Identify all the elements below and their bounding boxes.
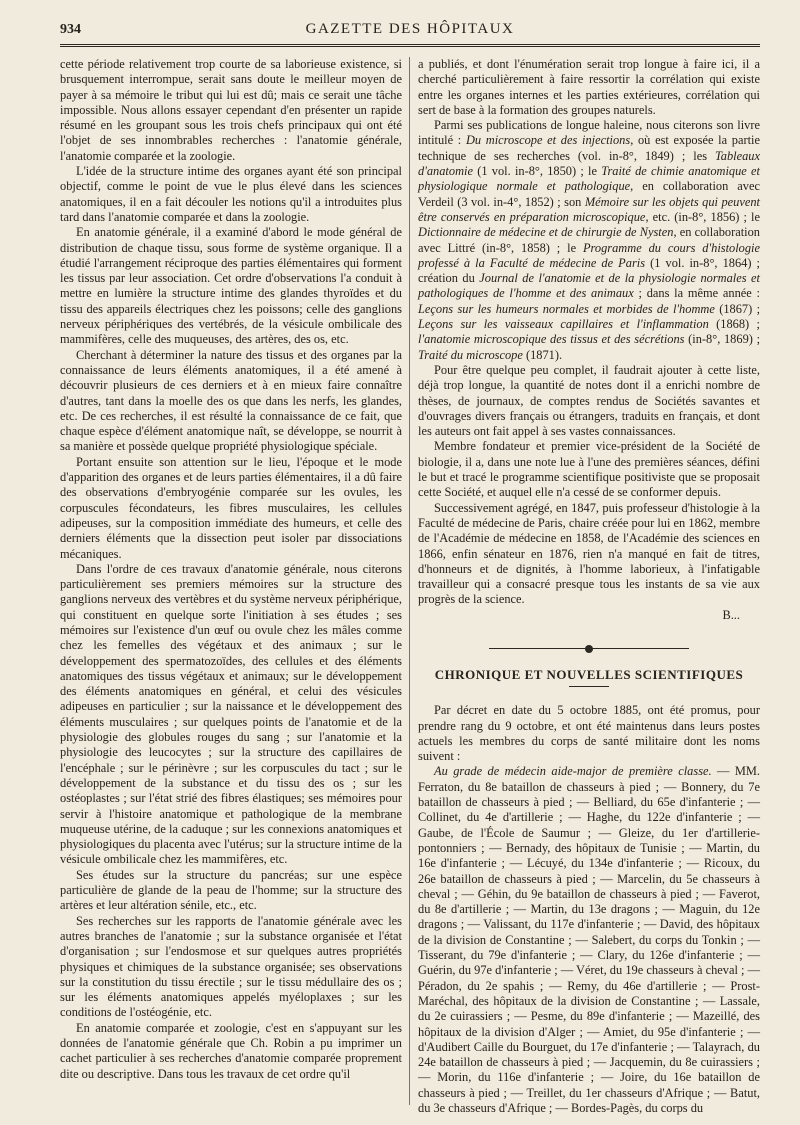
section-ornament — [489, 645, 689, 653]
left-column — [60, 57, 402, 1082]
paragraph: L'idée de la structure intime des organes ayant été son principal objectif, comme le point de vue le plus élevé dans les sciences anatomiques, il en a fait découler les notions qu'il a introduites plus tard dans l'anatomie comparée et dans la zoologie. — [60, 164, 402, 224]
paragraph: En anatomie générale, il a examiné d'abord le mode général de distribution de chaque tissu, sous forme de système organique. Il a étudié l'arrangement réciproque des parties élémentaires qui forment les tissus par leur association. Cet ordre d'observations l'a conduit à mettre en lumière la structure intime des glandes thyroïdes et du tissu des appareils électriques chez les poissons; celle des ganglions nerveux périphériques des vertébrés, de la vésicule ombilicale des mammifères, celle des muqueuses, des artères, des os, etc. — [60, 225, 402, 347]
header-rule — [60, 44, 760, 47]
page-header — [60, 18, 760, 40]
section-rule — [569, 686, 609, 687]
page-number: 934 — [60, 22, 81, 37]
paragraph: cette période relativement trop courte de sa laborieuse existence, si brusquement interrompue, serait sans doute le meilleur moyen de payer à sa mémoire le tribut qui lui est dû; mais ce serait une tâche impossible. Nous allons essayer cependant d'en présenter un rapide résumé en les groupant sous les trois chefs principaux qui ont été l'objet de ses innombrables recherches : l'anatomie générale, l'anatomie comparée et la zoologie. — [60, 57, 402, 163]
section-title: CHRONIQUE ET NOUVELLES SCIENTIFIQUES — [434, 666, 744, 682]
author-signature: B... — [722, 607, 740, 622]
paragraph: Ses recherches sur les rapports de l'anatomie générale avec les autres branches de l'anatomie ; sur la substance organisée et l'état d'organisation ; sur l'endosmose et sur quelques autres propriétés physiques et chimiques de la substance organisée; ses observations sur la constitution du tissu érectile ; sur le tissu médullaire des os ; sur les éléments anatomiques appelés myéloplaxes ; sur les conditions de l'ostéogénie, etc. — [60, 913, 402, 1020]
paragraph: Portant ensuite son attention sur le lieu, l'époque et le mode d'apparition des organes et de leurs parties élémentaires, il a dû faire des observations d'embryogénie comparée sur les ovules, les corpuscules fécondateurs, les fibres musculaires, les cellules adipeuses, sur la composition immédiate des humeurs, et celle des derniers éléments que la dissection peut isoler par dissociations mécaniques. — [60, 454, 402, 561]
column-divider — [409, 57, 410, 1105]
paragraph: Par décret en date du 5 octobre 1885, ont été promus, pour prendre rang du 9 octobre, et ont été maintenus dans leurs postes actuels les membres du corps de santé militaire dont les noms suivent : — [418, 703, 760, 764]
paragraph: Dans l'ordre de ces travaux d'anatomie générale, nous citerons particulièrement ses premiers mémoires sur la structure des ganglions nerveux des vertèbres et du système nerveux périphérique, qui constituent en quelque sorte l'initiation à ses études ; ses mémoires sur l'existence d'un œuf ou ovule chez les mâles comme chez les femelles des végétaux et des animaux ; sur le développement des spermatozoïdes, des cellules et des éléments anatomiques des tissus végétaux et animaux; sur le développement des éléments anatomiques en général, et celui des vésicules adipeuses en particulier ; sur la naissance et le développement des éléments musculaires ; sur quelques points de l'anatomie et de la physiologie des globules rouges du sang ; sur l'anatomie et la physiologie des leucocytes ; sur la structure des capillaires de l'encéphale ; sur le périnèvre ; sur les corpuscules du tact ; sur le développement de la substance et du tissu des os ; sur les ostéoplastes ; sur l'état strié des fibres élastiques; ses mémoires pour servir à l'histoire anatomique et pathologique de la membrane muqueuse utérine, de la caduque ; sur les connexions anatomiques et physiologiques du placenta avec l'utérus; sur la structure intime de la vésicule ombilicale chez les mammifères, etc. — [60, 561, 402, 867]
paragraph: Successivement agrégé, en 1847, puis professeur d'histologie à la Faculté de médecine de Paris, chaire créée pour lui en 1862, membre de l'Académie de médecine en 1858, de l'Académie des sciences en 1866, enfin sénateur en 1876, rien n'a manqué en fait de titres, d'honneurs et de dignités, à l'homme laborieux, à l'infatigable travailleur qui a consacré presque tous les instants de sa vie aux progrès de la science. — [418, 500, 760, 607]
paragraph: Membre fondateur et premier vice-président de la Société de biologie, il a, dans une note lue à l'une des premières séances, défini le but et tracé le programme scientifique positiviste que se proposait cette Société, et auquel elle n'a cessé de se conformer depuis. — [418, 439, 760, 500]
paragraph: a publiés, et dont l'énumération serait trop longue à faire ici, il a cherché particulièrement à faire ressortir la corrélation qui existe entre les organes internes et les parties extérieures, corrélation qui sert de base à la formation des groupes naturels. — [418, 57, 760, 117]
paragraph: En anatomie comparée et zoologie, c'est en s'appuyant sur les données de l'anatomie générale que Ch. Robin a pu imprimer un cachet particulier à ses recherches d'anatomie comparée proprement dite ou descriptive. Dans tous les travaux de cet ordre qu'il — [60, 1020, 402, 1081]
paragraph: Pour être quelque peu complet, il faudrait ajouter à cette liste, déjà trop longue, la quantité de notes dont il a enrichi nombre de thèses, de journaux, de comptes rendus de Sociétés savantes et d'ouvrages divers français ou étrangers, traduits en français, et dont les auteurs ont fait appel à ses vastes connaissances. — [418, 362, 760, 439]
paragraph: Ses études sur la structure du pancréas; sur une espèce particulière de glande de la peau de l'homme; sur la structure des artères et leur altération sénile, etc., etc. — [60, 867, 402, 913]
right-column — [418, 57, 760, 1116]
paragraph: Cherchant à déterminer la nature des tissus et des organes par la connaissance de leurs éléments anatomiques, il a été amené à découvrir plusieurs de ces derniers et à en mieux faire connaître d'autres, tant dans la moelle des os que dans les nerfs, les glandes, etc. De ces recherches, il est résulté la connaissance de ce fait, que chaque espèce d'élément anatomique naît, se développe, se nourrit à sa manière et possède quelque propriété physiologique spéciale. — [60, 347, 402, 454]
paragraph: Parmi ses publications de longue haleine, nous citerons son livre intitulé : Du microscope et des injections, où est exposée la partie technique de ses recherches (vol. in-8°, 1849) ; les Tableaux d'anatomie (1 vol. in-8°, 1850) ; le Traité de chimie anatomique et physiologique normale et pathologique, en collaboration avec Verdeil (3 vol. in-4°, 1852) ; son Mémoire sur les objets qui peuvent être conservés en préparation microscopique, etc. (in-8°, 1856) ; le Dictionnaire de médecine et de chirurgie de Nysten, en collaboration avec Littré (in-8°, 1858) ; le Programme du cours d'histologie professé à la Faculté de médecine de Paris (1 vol. in-8°, 1864) ; création du Journal de l'anatomie et de la physiologie normales et pathologiques de l'homme et des animaux ; dans la même année : Leçons sur les humeurs normales et morbides de l'homme (1867) ; Leçons sur les vaisseaux capillaires et l'inflammation (1868) ; l'anatomie microscopique des tissus et des sécrétions (in-8°, 1869) ; Traité du microscope (1871). — [418, 118, 761, 362]
paragraph: Au grade de médecin aide-major de première classe. — MM. Ferraton, du 8e bataillon de chasseurs à pied ; — Bonnery, du 7e bataillon de chasseurs à pied ; — Belliard, du 65e d'infanterie ; — Collinet, du 4e d'artillerie ; — Haghe, du 122e d'infanterie ; — Gaube, de l'École de Saumur ; — Gleize, du 1er d'artillerie-pontonniers ; — Bernady, des hôpitaux de Tunisie ; — Martin, du 16e d'infanterie ; — Lécuyé, du 134e d'infanterie ; — Ricoux, du 26e bataillon de chasseurs à pied ; — Marcelin, du 5e chasseurs à cheval ; — Géhin, du 9e bataillon de chasseurs à pied ; — Faverot, du 8e d'artillerie ; — Martin, du 13e dragons ; — Maguin, du 12e dragons ; — Valissant, du 117e d'infanterie ; — David, des hôpitaux de la division de Constantine ; — Salebert, du corps du Tonkin ; — Tisserant, du 79e d'infanterie ; — Clary, du 126e d'infanterie ; — Guérin, du 97e d'infanterie ; — Véret, du 19e chasseurs à cheval ; — Péradon, du 2e spahis ; — Remy, du 46e d'artillerie ; — Prost-Maréchal, des hôpitaux de la division de Constantine ; — Lassale, du 2e cuirassiers ; — Pesme, du 89e d'infanterie ; — Mazeillé, des hôpitaux de la division d'Alger ; — Amiet, du 95e d'infanterie ; — d'Audibert Caille du Bourguet, du 17e d'infanterie ; — Talayrach, du 24e bataillon de chasseurs à pied ; — Jacquemin, du 8e cuirassiers ; — Morin, du 116e d'infanterie ; — Joire, du 16e bataillon de chasseurs à pied ; — Treillet, du 1er chasseurs d'Afrique ; — Batut, du 3e chasseurs d'Afrique ; — Bordes-Pagès, du corps du — [418, 764, 760, 1115]
journal-title: GAZETTE DES HÔPITAUX — [305, 21, 515, 37]
